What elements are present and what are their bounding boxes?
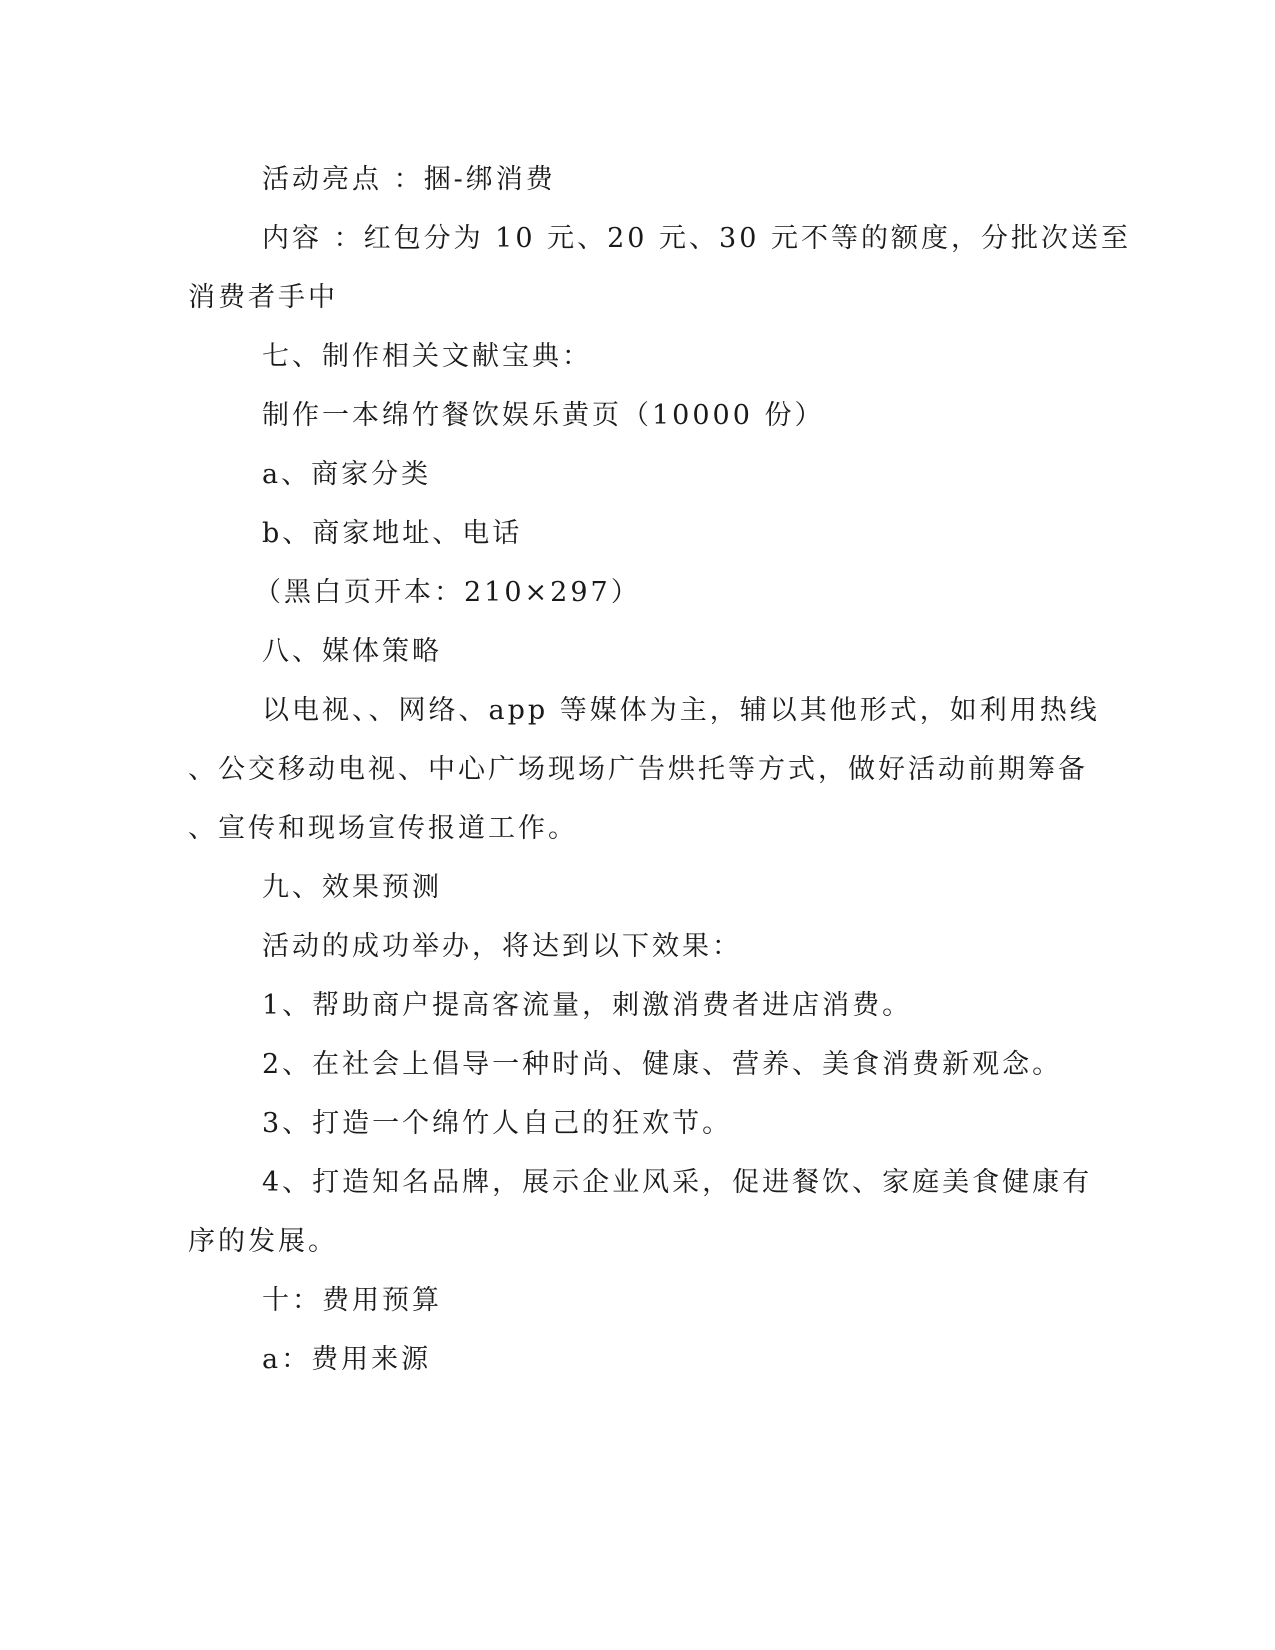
section-heading-7: 七、制作相关文献宝典： — [262, 341, 592, 372]
text-line-highlight: 活动亮点 ：捆-绑消费 — [262, 164, 556, 195]
list-item-4: 4、打造知名品牌，展示企业风采，促进餐饮、家庭美食健康有 — [262, 1167, 1093, 1198]
list-item-2: 2、在社会上倡导一种时尚、健康、营养、美食消费新观念。 — [262, 1049, 1063, 1080]
text-line-page-format: （黑白页开本：210×297） — [254, 577, 641, 608]
section-heading-9: 九、效果预测 — [262, 872, 442, 903]
text-line-effects-intro: 活动的成功举办，将达到以下效果： — [262, 931, 742, 962]
list-item-a: a、商家分类 — [262, 459, 432, 490]
text-line-content: 内容 ：红包分为 10 元、20 元、30 元不等的额度，分批次送至 — [262, 223, 1131, 254]
list-item-1: 1、帮助商户提高客流量，刺激消费者进店消费。 — [262, 990, 913, 1021]
text-line-media-2: 、公交移动电视、中心广场现场广告烘托等方式，做好活动前期筹备 — [188, 754, 1088, 785]
list-item-b: b、商家地址、电话 — [262, 518, 523, 549]
list-item-4-cont: 序的发展。 — [188, 1226, 338, 1257]
text-line-yellow-pages: 制作一本绵竹餐饮娱乐黄页（10000 份） — [262, 400, 825, 431]
text-line-media-1: 以电视、、网络、app 等媒体为主，辅以其他形式，如利用热线 — [262, 695, 1100, 726]
text-line-media-3: 、宣传和现场宣传报道工作。 — [188, 813, 578, 844]
section-heading-8: 八、媒体策略 — [262, 636, 442, 667]
text-line-content-cont: 消费者手中 — [188, 282, 338, 313]
list-item-3: 3、打造一个绵竹人自己的狂欢节。 — [262, 1108, 733, 1139]
section-heading-10: 十：费用预算 — [262, 1285, 442, 1316]
list-item-cost-source: a：费用来源 — [262, 1344, 432, 1375]
